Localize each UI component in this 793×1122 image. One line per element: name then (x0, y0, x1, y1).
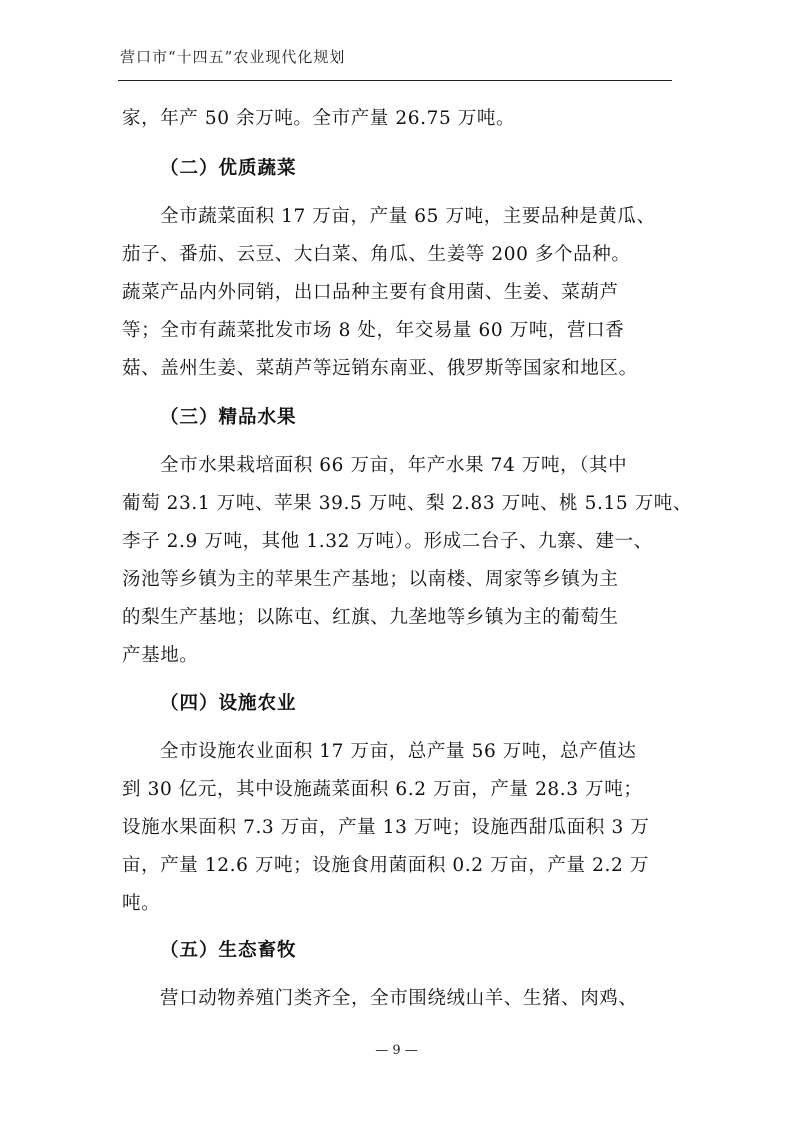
paragraph-line: 全市水果栽培面积 66 万亩，年产水果 74 万吨，（其中 (160, 455, 628, 476)
paragraph-line: 李子 2.9 万吨，其他 1.32 万吨）。形成二台子、九寨、建一、 (122, 531, 653, 552)
page-number: — 9 — (375, 1043, 418, 1058)
paragraph-line: 汤池等乡镇为主的苹果生产基地；以南楼、周家等乡镇为主 (122, 569, 619, 590)
paragraph-line: 设施水果面积 7.3 万亩，产量 13 万吨；设施西甜瓜面积 3 万 (122, 817, 650, 838)
paragraph-line: 营口动物养殖门类齐全，全市围绕绒山羊、生猪、肉鸡、 (160, 988, 638, 1009)
paragraph-line: 等；全市有蔬菜批发市场 8 处，年交易量 60 万吨，营口香 (122, 320, 625, 341)
paragraph-line: 葡萄 23.1 万吨、苹果 39.5 万吨、梨 2.83 万吨、桃 5.15 万吨、 (122, 493, 693, 514)
header-divider (118, 80, 672, 81)
section-heading: （五）生态畜牧 (160, 940, 297, 961)
header-title: 营口市“十四五”农业现代化规划 (120, 48, 346, 66)
paragraph-line: 菇、盖州生姜、菜葫芦等远销东南亚、俄罗斯等国家和地区。 (122, 358, 638, 379)
section-heading: （四）设施农业 (160, 693, 297, 714)
paragraph-line: 茄子、番茄、云豆、大白菜、角瓜、生姜等 200 多个品种。 (122, 244, 631, 265)
paragraph-line: 亩，产量 12.6 万吨；设施食用菌面积 0.2 万亩，产量 2.2 万 (122, 855, 649, 876)
paragraph-line: 产基地。 (122, 645, 199, 666)
paragraph-line: 蔬菜产品内外同销，出口品种主要有食用菌、生姜、菜葫芦 (122, 282, 619, 303)
paragraph-line: 到 30 亿元，其中设施蔬菜面积 6.2 万亩，产量 28.3 万吨； (122, 779, 643, 800)
section-heading: （二）优质蔬菜 (160, 158, 297, 179)
paragraph-line: 全市设施农业面积 17 万亩，总产量 56 万吨，总产值达 (160, 741, 637, 762)
paragraph-line: 家，年产 50 余万吨。全市产量 26.75 万吨。 (122, 108, 516, 129)
paragraph-line: 吨。 (122, 893, 161, 914)
paragraph-line: 的梨生产基地；以陈屯、红旗、九垄地等乡镇为主的葡萄生 (122, 607, 619, 628)
section-heading: （三）精品水果 (160, 407, 297, 428)
paragraph-line: 全市蔬菜面积 17 万亩，产量 65 万吨，主要品种是黄瓜、 (160, 206, 656, 227)
